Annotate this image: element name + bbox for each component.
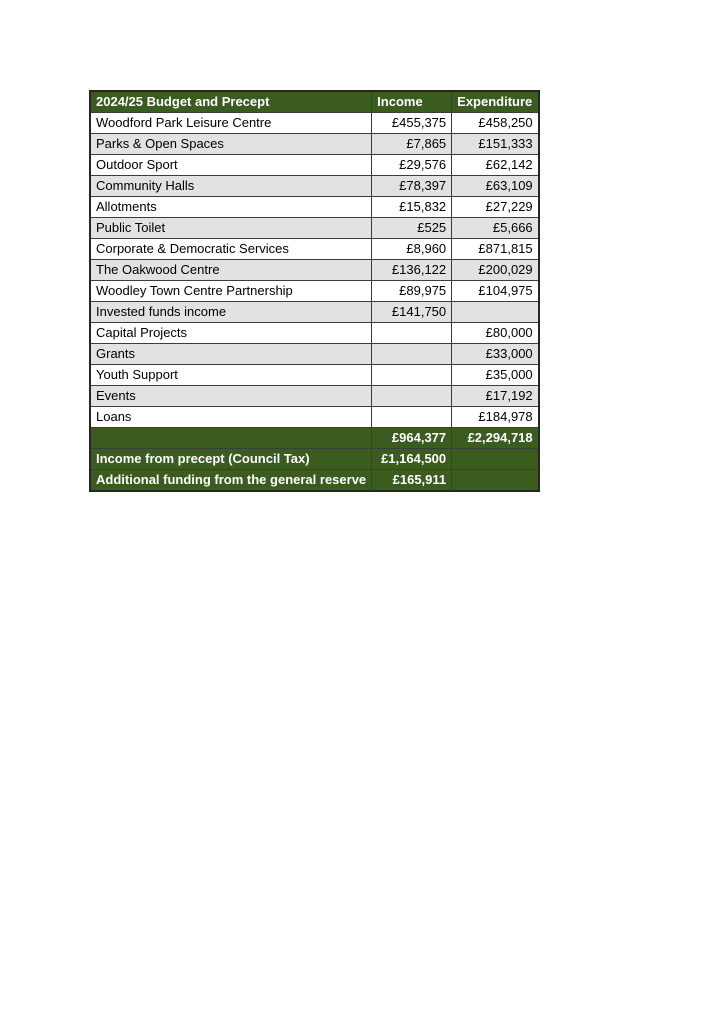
table-row — [90, 239, 539, 260]
income-column-header: Income — [372, 91, 452, 113]
income-value: £141,750 — [372, 302, 452, 323]
income-value: £89,975 — [372, 281, 452, 302]
income-value — [372, 386, 452, 407]
table-row — [90, 260, 539, 281]
income-value: £1,164,500 — [372, 449, 452, 470]
income-value — [372, 365, 452, 386]
table-row — [90, 344, 539, 365]
income-value: £29,576 — [372, 155, 452, 176]
row-label: Income from precept (Council Tax) — [90, 449, 372, 470]
income-value — [372, 344, 452, 365]
row-label: Corporate & Democratic Services — [90, 239, 372, 260]
row-label: Allotments — [90, 197, 372, 218]
expenditure-value: £2,294,718 — [452, 428, 539, 449]
table-row — [90, 365, 539, 386]
expenditure-value: £62,142 — [452, 155, 539, 176]
income-value: £964,377 — [372, 428, 452, 449]
expenditure-value: £871,815 — [452, 239, 539, 260]
table-row — [90, 134, 539, 155]
table-row — [90, 386, 539, 407]
table-row — [90, 113, 539, 134]
table-summary — [90, 428, 539, 492]
income-value: £15,832 — [372, 197, 452, 218]
expenditure-value: £104,975 — [452, 281, 539, 302]
table-row — [90, 428, 539, 449]
table-header-row — [90, 91, 539, 113]
row-label: Invested funds income — [90, 302, 372, 323]
income-value: £7,865 — [372, 134, 452, 155]
row-label: The Oakwood Centre — [90, 260, 372, 281]
income-value: £136,122 — [372, 260, 452, 281]
income-value — [372, 323, 452, 344]
expenditure-value: £80,000 — [452, 323, 539, 344]
table-body — [90, 113, 539, 428]
table-row — [90, 302, 539, 323]
row-label: Additional funding from the general reserve — [90, 470, 372, 492]
row-label: Events — [90, 386, 372, 407]
expenditure-value: £200,029 — [452, 260, 539, 281]
expenditure-value — [452, 302, 539, 323]
income-value: £455,375 — [372, 113, 452, 134]
row-label: Woodford Park Leisure Centre — [90, 113, 372, 134]
income-value: £8,960 — [372, 239, 452, 260]
table-row — [90, 281, 539, 302]
expenditure-column-header: Expenditure — [452, 91, 539, 113]
income-value: £525 — [372, 218, 452, 239]
row-label: Loans — [90, 407, 372, 428]
table-row — [90, 449, 539, 470]
expenditure-value: £5,666 — [452, 218, 539, 239]
income-value: £78,397 — [372, 176, 452, 197]
expenditure-value: £17,192 — [452, 386, 539, 407]
row-label: Capital Projects — [90, 323, 372, 344]
table-row — [90, 155, 539, 176]
row-label: Grants — [90, 344, 372, 365]
income-value: £165,911 — [372, 470, 452, 492]
row-label: Community Halls — [90, 176, 372, 197]
row-label: Public Toilet — [90, 218, 372, 239]
expenditure-value: £35,000 — [452, 365, 539, 386]
table-row — [90, 407, 539, 428]
table-title: 2024/25 Budget and Precept — [90, 91, 372, 113]
row-label: Parks & Open Spaces — [90, 134, 372, 155]
budget-table — [89, 90, 540, 492]
income-value — [372, 407, 452, 428]
table-row — [90, 197, 539, 218]
row-label: Outdoor Sport — [90, 155, 372, 176]
expenditure-value: £27,229 — [452, 197, 539, 218]
expenditure-value — [452, 470, 539, 492]
row-label: Youth Support — [90, 365, 372, 386]
table-row — [90, 176, 539, 197]
table-row — [90, 470, 539, 492]
table-row — [90, 323, 539, 344]
expenditure-value: £33,000 — [452, 344, 539, 365]
row-label: Woodley Town Centre Partnership — [90, 281, 372, 302]
expenditure-value: £151,333 — [452, 134, 539, 155]
expenditure-value: £63,109 — [452, 176, 539, 197]
expenditure-value: £184,978 — [452, 407, 539, 428]
table-row — [90, 218, 539, 239]
expenditure-value — [452, 449, 539, 470]
row-label — [90, 428, 372, 449]
expenditure-value: £458,250 — [452, 113, 539, 134]
